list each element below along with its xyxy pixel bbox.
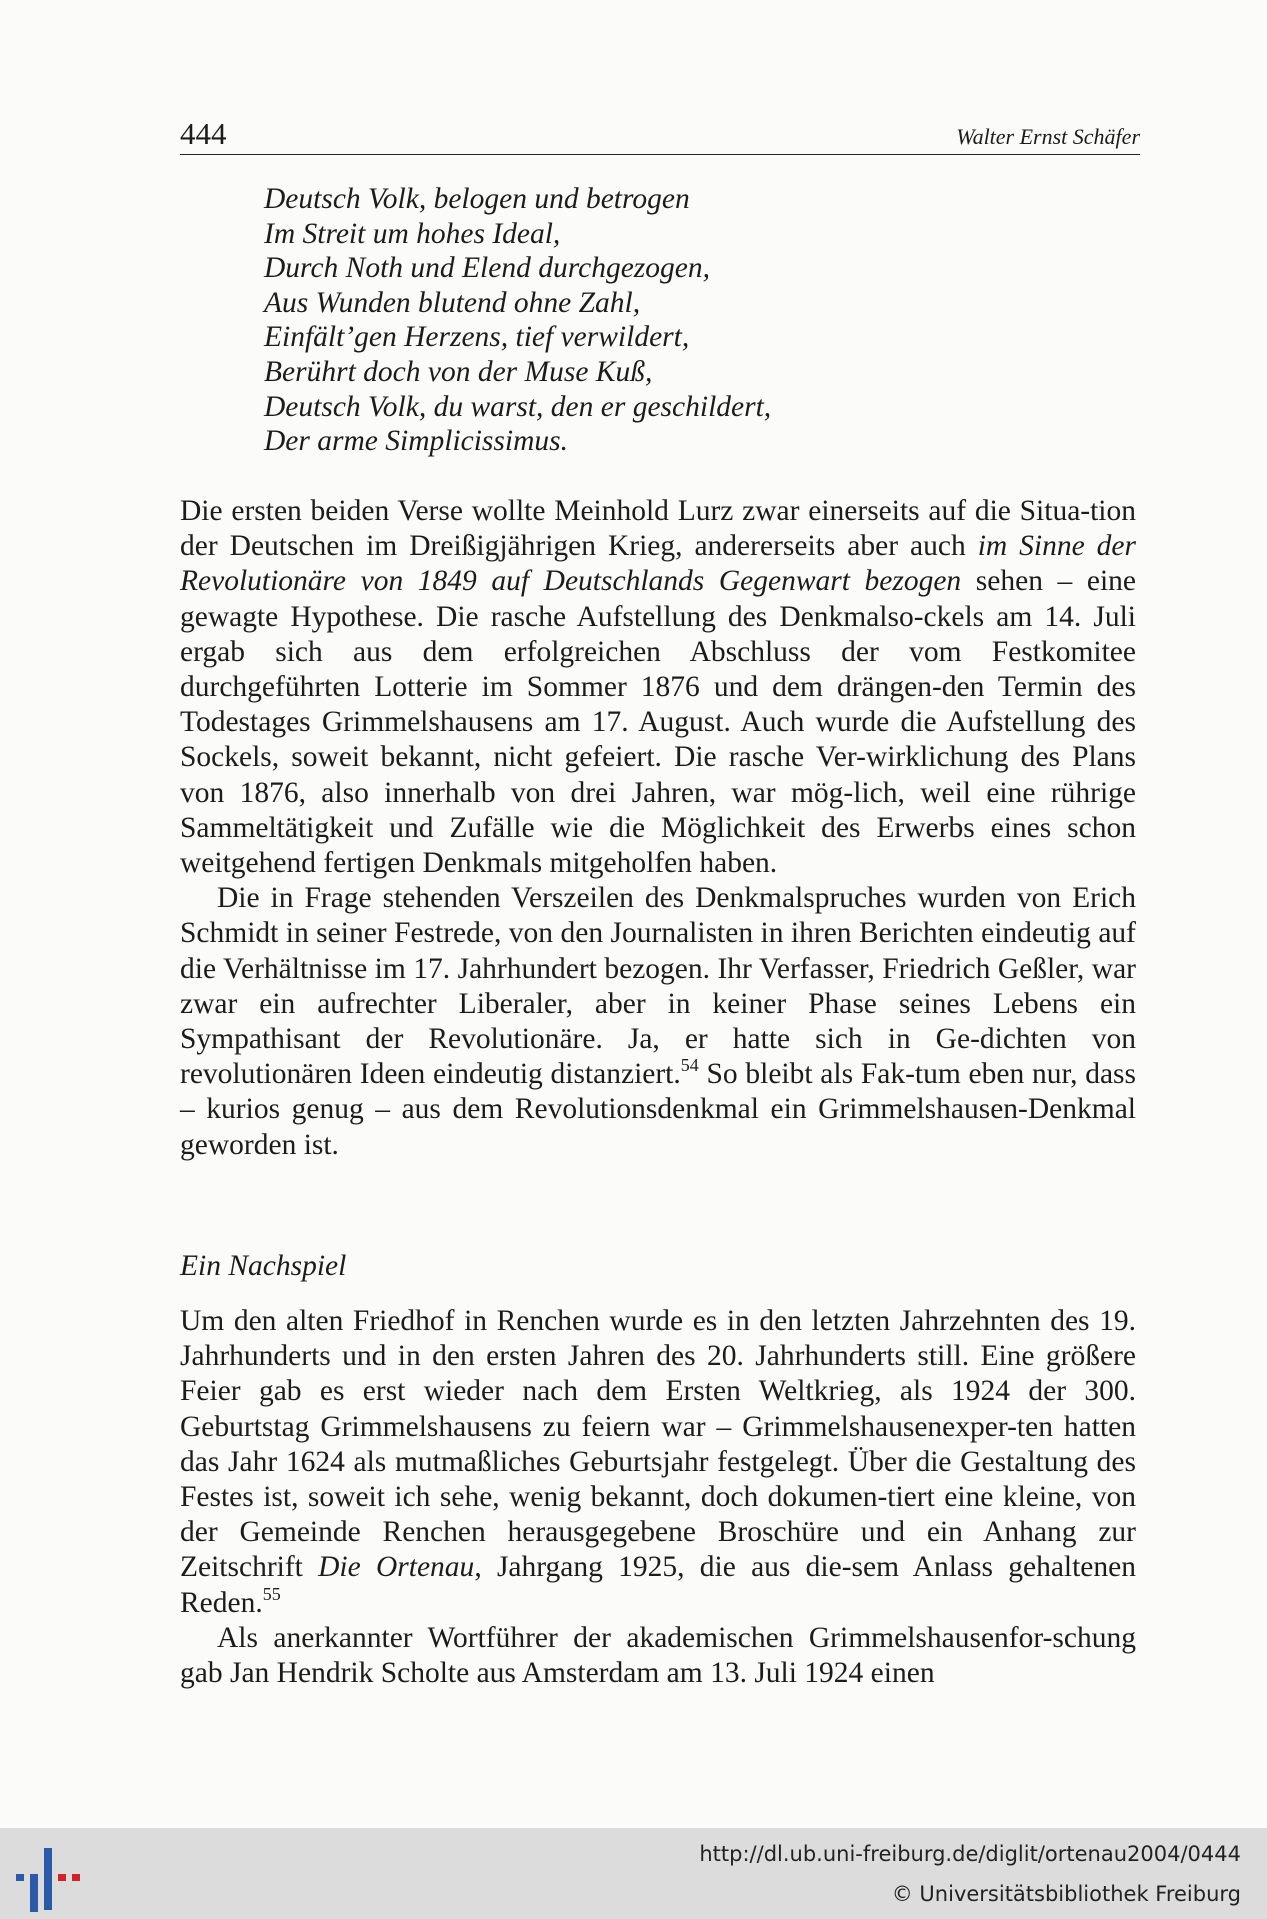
- poem-line: Berührt doch von der Muse Kuß,: [264, 355, 653, 388]
- poem-line: Der arme Simplicissimus.: [264, 425, 569, 458]
- poem-line: Aus Wunden blutend ohne Zahl,: [264, 286, 641, 319]
- poem-line: Deutsch Volk, du warst, den er geschildert,: [264, 390, 772, 423]
- footnote-marker: 54: [680, 1055, 699, 1076]
- page-header: [180, 116, 1140, 155]
- page-number: 444: [180, 116, 227, 151]
- paragraph-text: Die ersten beiden Verse wollte Meinhold Lurz zwar einerseits auf die Situa-tion der Deutschen im Dreißigjährigen Krieg, andererseits aber auch: [180, 495, 1136, 563]
- footnote-marker: 55: [262, 1583, 281, 1604]
- paragraph: [180, 881, 1136, 1163]
- paragraph: Als anerkannter Wortführer der akademischen Grimmelshausenfor-schung gab Jan Hendrik Scholte aus Amsterdam am 13. Juli 1924 einen: [180, 1621, 1136, 1690]
- paragraph-text: Die in Frage stehenden Verszeilen des Denkmalspruches wurden von Erich Schmidt in seiner Festrede, von den Journalisten in ihren Berichten eindeutig auf die Verhältnisse im 17. Jahrhundert bezogen. Ihr Verfasser, Friedrich Geßler, war zwar ein aufrechter Liberaler, aber in keiner Phase seines Lebens ein Sympathisant der Revolutionäre. Ja, er hatte sich in Ge-dichten von revolutionären Ideen eindeutig distanziert.: [180, 882, 1136, 1091]
- paragraph-text: sehen – eine gewagte Hypothese. Die rasche Aufstellung des Denkmalso-ckels am 14. Juli ergab sich aus dem erfolgreichen Abschluss der vom Festkomitee durchgeführten Lotterie im Sommer 1876 und dem drängen-den Termin des Todestages Grimmelshausens am 17. August. Auch wurde die Aufstellung des Sockels, soweit bekannt, nicht gefeiert. Die rasche Ver-wirklichung des Plans von 1876, also innerhalb von drei Jahren, war mög-lich, weil eine rührige Sammeltätigkeit und Zufälle wie die Möglichkeit des Erwerbs eines schon weitgehend fertigen Denkmals mitgeholfen haben.: [180, 565, 1136, 880]
- poem-line: Deutsch Volk, belogen und betrogen: [264, 183, 690, 215]
- poem: [264, 182, 771, 459]
- quoted-phrase: im Sinne der Revolutionäre von 1849 auf Deutschlands Gegenwart bezogen: [180, 530, 1137, 598]
- section-body-1: [180, 494, 1136, 1163]
- poem-line: Durch Noth und Elend durchgezogen,: [264, 252, 710, 285]
- section-body-2: [180, 1304, 1136, 1691]
- poem-line: Im Streit um hohes Ideal,: [264, 217, 561, 250]
- ub-freiburg-logo-icon: [14, 1844, 84, 1914]
- paragraph: [180, 1304, 1136, 1621]
- journal-title: Die Ortenau: [318, 1551, 475, 1584]
- library-footer: [0, 1828, 1267, 1919]
- copyright-notice: © Universitätsbibliothek Freiburg: [891, 1882, 1241, 1906]
- paragraph-text: Um den alten Friedhof in Renchen wurde es in den letzten Jahrzehnten des 19. Jahrhunderts und in den ersten Jahren des 20. Jahrhunderts still. Eine größere Feier gab es erst wieder nach dem Ersten Weltkrieg, als 1924 der 300. Geburtstag Grimmelshausens zu feiern war – Grimmelshausenexper-ten hatten das Jahr 1624 als mutmaßliches Geburtsjahr festgelegt. Über die Gestaltung des Festes ist, soweit ich sehe, wenig bekannt, doch dokumen-tiert eine kleine, von der Gemeinde Renchen herausgegebene Broschüre und ein Anhang zur Zeitschrift: [180, 1305, 1136, 1584]
- paragraph: [180, 494, 1136, 881]
- running-head: Walter Ernst Schäfer: [956, 124, 1140, 149]
- paragraph-text: So bleibt als Fak-tum eben nur, dass – kurios genug – aus dem Revolutionsdenkmal ein Grimmelshausen-Denkmal geworden ist.: [180, 1058, 1136, 1161]
- document-url[interactable]: http://dl.ub.uni-freiburg.de/diglit/ortenau2004/0444: [699, 1842, 1241, 1866]
- paragraph-text: , Jahrgang 1925, die aus die-sem Anlass gehaltenen Reden.: [180, 1551, 1136, 1619]
- section-heading: Ein Nachspiel: [180, 1250, 347, 1282]
- poem-line: Einfält’gen Herzens, tief verwildert,: [264, 321, 690, 354]
